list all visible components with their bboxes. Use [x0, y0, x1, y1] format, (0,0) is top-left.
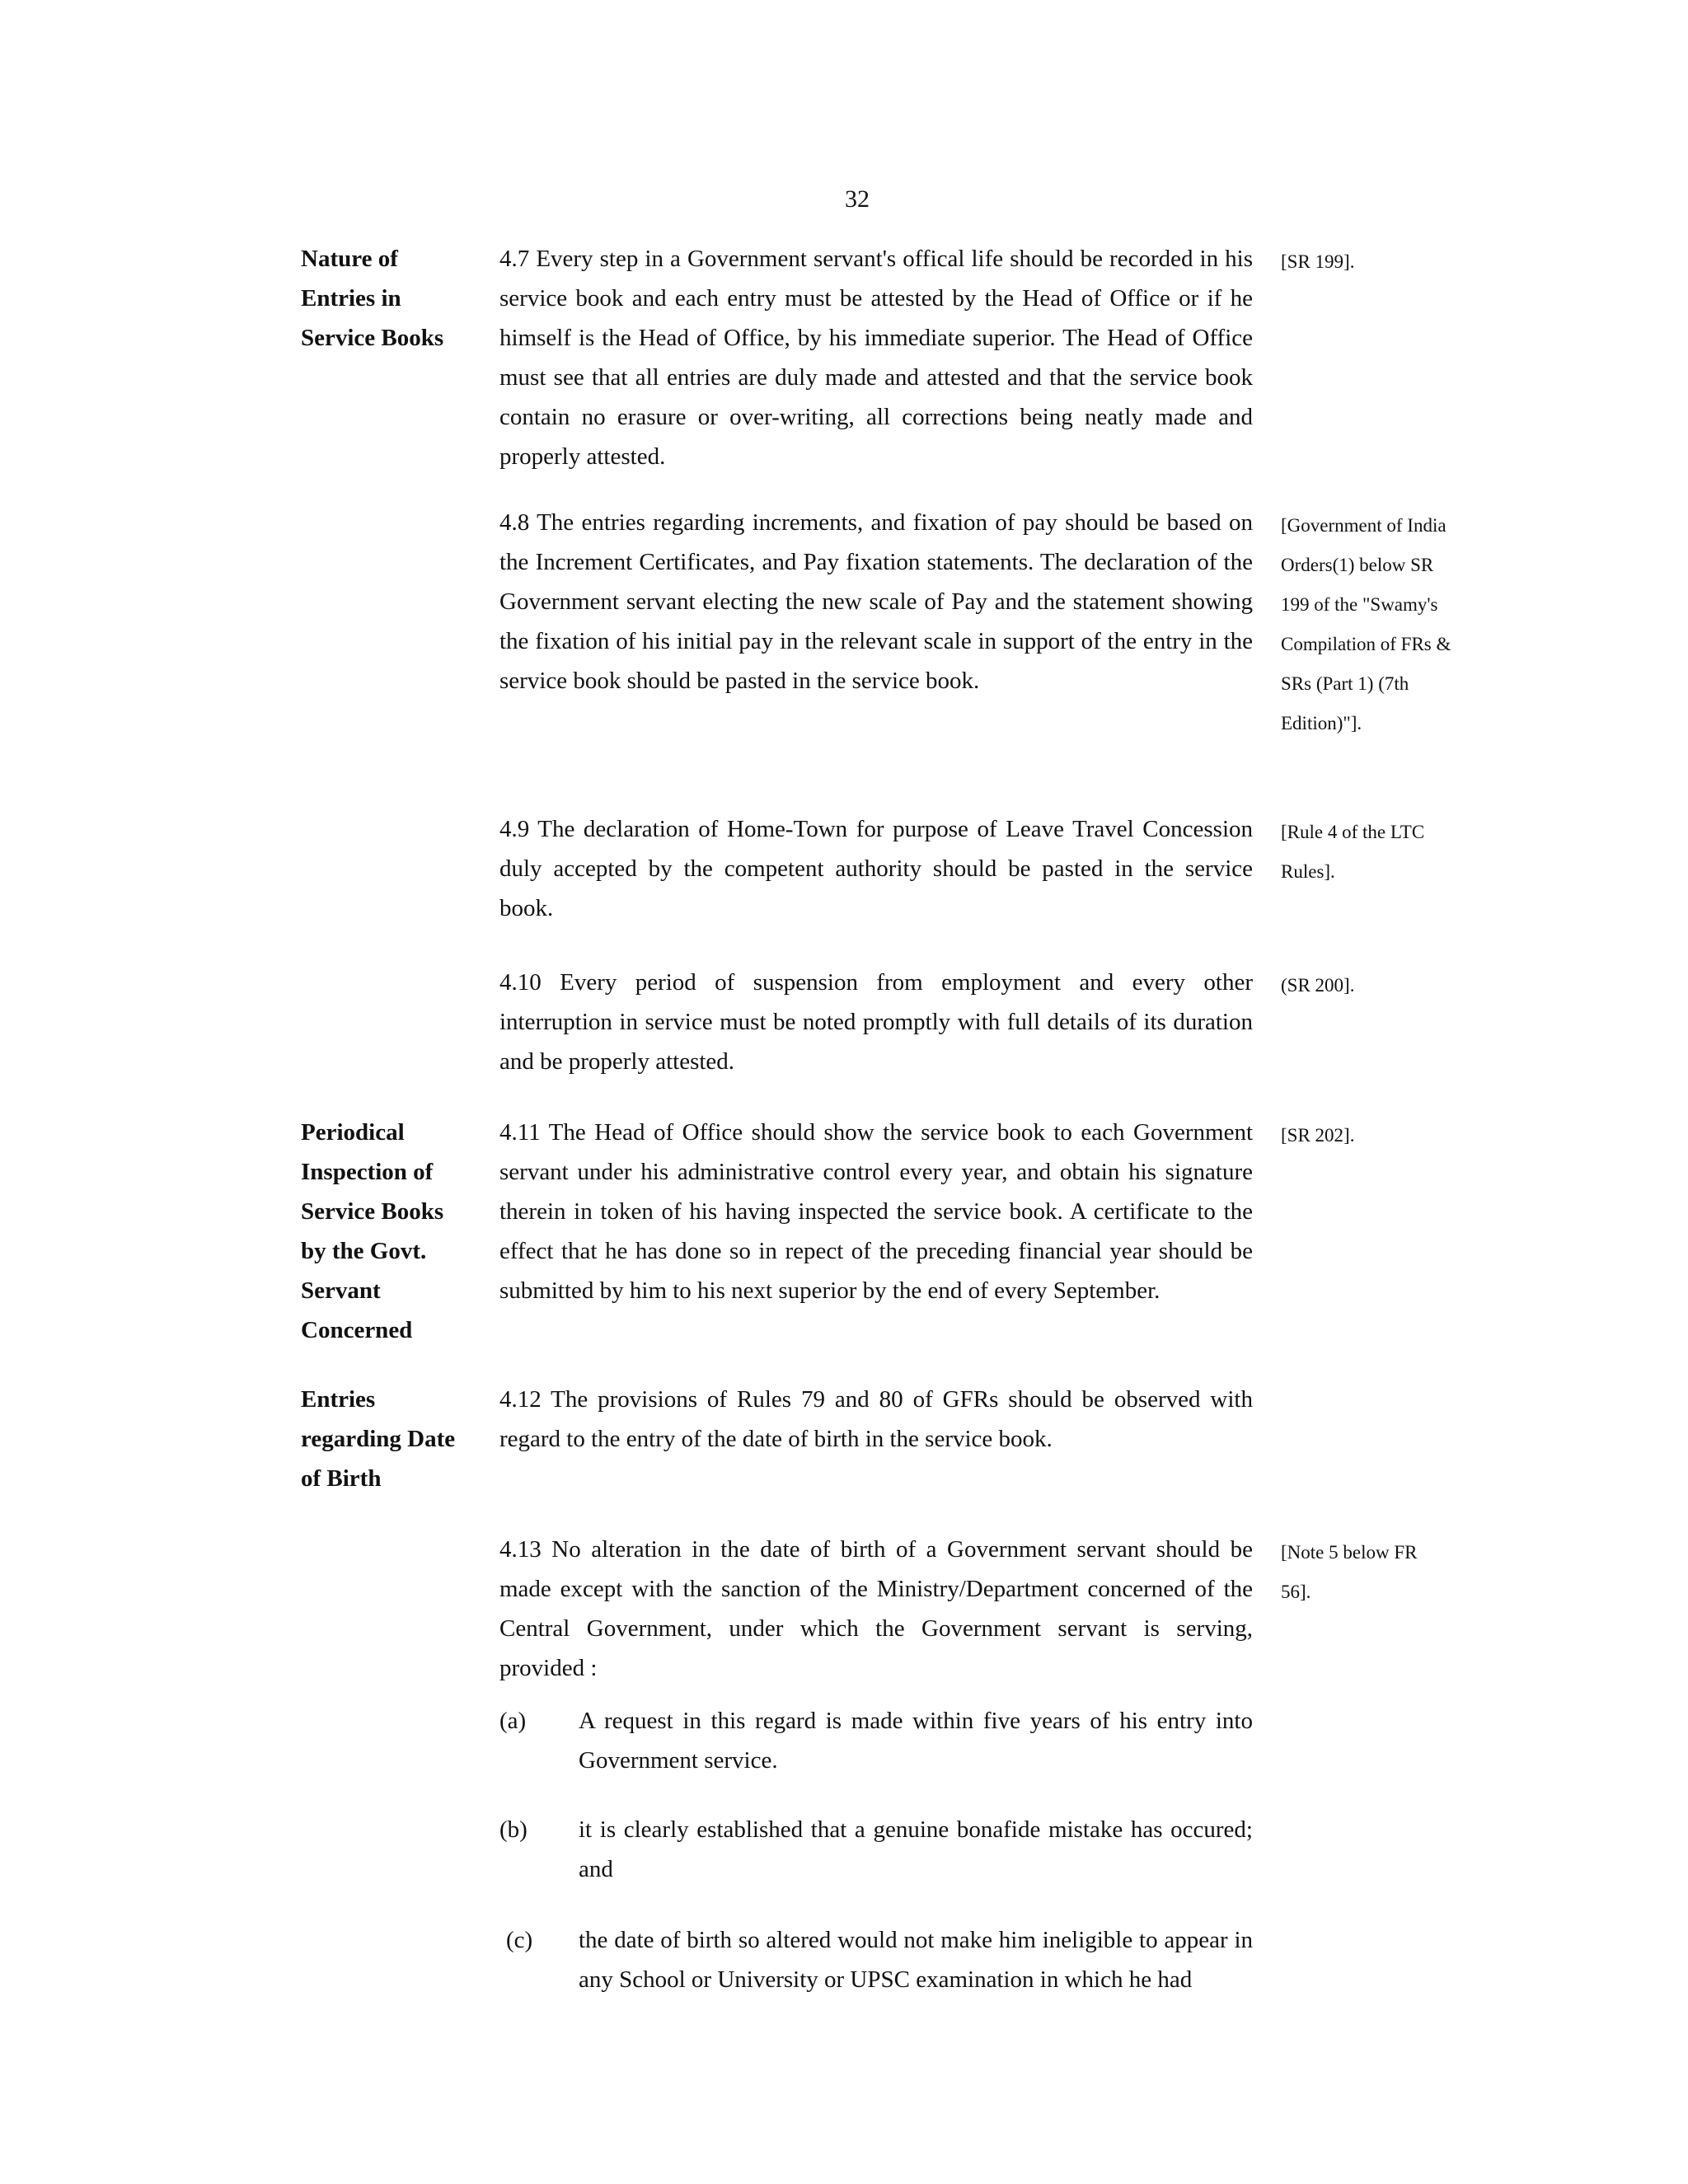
- paragraph-4-13: 4.13 No alteration in the date of birth of a Government servant should be made except with the sanction of the Ministry/Department concerned of the Central Government, under which the Government servant is serving, provided :: [499, 1536, 1253, 1681]
- reference-4-13: [Note 5 below FR 56].: [1281, 1542, 1418, 1602]
- page-number: 32: [845, 185, 870, 213]
- reference-4-7: [SR 199].: [1281, 251, 1355, 272]
- list-item-text: it is clearly established that a genuine bonafide mistake has occured; and: [579, 1816, 1253, 1882]
- paragraph-4-7: 4.7 Every step in a Government servant's offical life should be recorded in his service book and each entry must be attested by the Head of Office or if he himself is the Head of Office, by his immediate superior. The Head of Office must see that all entries are duly made and attested and that the service book contain no erasure or over-writing, all corrections being neatly made and properly attested.: [499, 246, 1253, 470]
- list-item-label: (a): [499, 1708, 527, 1734]
- paragraph-4-9: 4.9 The declaration of Home-Town for purpose of Leave Travel Concession duly accepted by the competent authority should be pasted in the service book.: [499, 816, 1253, 921]
- list-item-text: A request in this regard is made within five years of his entry into Government service.: [579, 1708, 1253, 1774]
- paragraph-4-12: 4.12 The provisions of Rules 79 and 80 of GFRs should be observed with regard to the entry of the date of birth in the service book.: [499, 1386, 1253, 1452]
- paragraph-4-8: 4.8 The entries regarding increments, and fixation of pay should be based on the Increment Certificates, and Pay fixation statements. The declaration of the Government servant electing the new scale of Pay and the statement showing the fixation of his initial pay in the relevant scale in support of the entry in the service book should be pasted in the service book.: [499, 509, 1253, 694]
- list-item-label: (b): [499, 1816, 528, 1843]
- side-heading-nature-of-entries: Nature of Entries in Service Books: [301, 246, 444, 351]
- paragraph-4-10: 4.10 Every period of suspension from employment and every other interruption in service must be noted promptly with full details of its duration and be properly attested.: [499, 969, 1253, 1075]
- list-item-label: (c): [506, 1927, 533, 1953]
- list-item-text: the date of birth so altered would not make him ineligible to appear in any School or University or UPSC examination in which he had: [579, 1927, 1253, 1993]
- reference-4-9: [Rule 4 of the LTC Rules].: [1281, 822, 1425, 882]
- side-heading-periodical-inspection: Periodical Inspection of Service Books by the Govt. Servant Concerned: [301, 1119, 444, 1343]
- reference-4-8: [Government of India Orders(1) below SR 199 of the "Swamy's Compilation of FRs & SRs (Part 1) (7th Edition)"].: [1281, 515, 1451, 733]
- reference-4-11: [SR 202].: [1281, 1125, 1355, 1146]
- side-heading-entries-date-of-birth: Entries regarding Date of Birth: [301, 1386, 456, 1492]
- paragraph-4-11: 4.11 The Head of Office should show the service book to each Government servant under his administrative control every year, and obtain his signature therein in token of his having inspected the service book. A certificate to the effect that he has done so in repect of the preceding financial year should be submitted by him to his next superior by the end of every September.: [499, 1119, 1253, 1304]
- reference-4-10: (SR 200].: [1281, 975, 1355, 996]
